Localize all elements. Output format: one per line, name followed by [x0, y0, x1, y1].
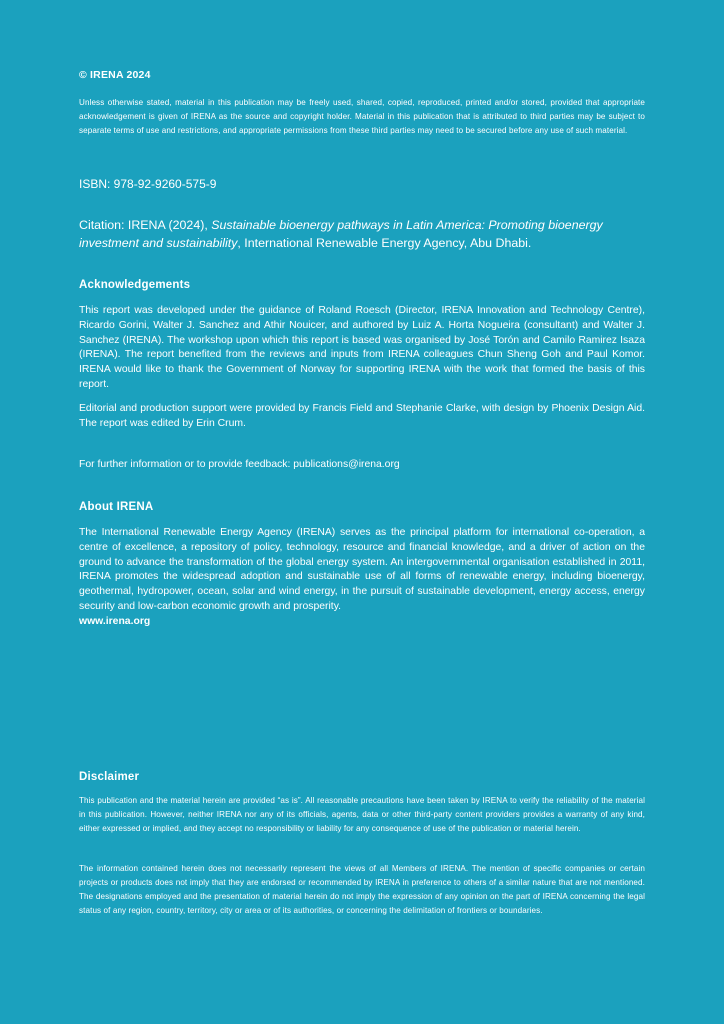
- acknowledgements-paragraph-2: Editorial and production support were provided by Francis Field and Stephanie Clarke, with design by Phoenix Design Aid. The report was edited by Erin Crum.: [79, 403, 645, 429]
- isbn: ISBN: 978-92-9260-575-9: [79, 177, 217, 191]
- disclaimer-paragraph-2: The information contained herein does not necessarily represent the views of all Members of IRENA. The mention of specific companies or certain projects or products does not imply that they are endorsed or recommended by IRENA in preference to others of a similar nature that are not mentioned. The designations employed and the presentation of material herein do not imply the expression of any opinion on the part of IRENA concerning the legal status of any region, country, territory, city or area or of its authorities, or concerning the delimitation of frontiers or boundaries.: [79, 864, 645, 915]
- irena-website-link[interactable]: www.irena.org: [79, 615, 151, 627]
- about-heading: About IRENA: [79, 501, 154, 513]
- citation-prefix: Citation: IRENA (2024),: [79, 218, 212, 232]
- citation-title: Sustainable bioenergy pathways in Latin America: Promoting bioenergy investment and sustainability: [79, 218, 603, 250]
- feedback-line: For further information or to provide feedback: publications@irena.org: [79, 459, 400, 470]
- citation: [79, 216, 645, 252]
- about-text: The International Renewable Energy Agency (IRENA) serves as the principal platform for international co-operation, a centre of excellence, a repository of policy, technology, resource and financial knowledge, and a driver of action on the ground to advance the transformation of the global energy system. An intergovernmental organisation established in 2011, IRENA promotes the widespread adoption and sustainable use of all forms of renewable energy, including bioenergy, geothermal, hydropower, ocean, solar and wind energy, in the pursuit of sustainable development, energy access, energy security and low-carbon economic growth and prosperity.: [79, 527, 645, 612]
- copyright-notice: © IRENA 2024: [79, 69, 151, 81]
- rights-statement: Unless otherwise stated, material in this publication may be freely used, shared, copied, reproduced, printed and/or stored, provided that appropriate acknowledgement is given of IRENA as the source and copyright holder. Material in this publication that is attributed to third parties may be subject to separate terms of use and restrictions, and appropriate permissions from these third parties may need to be secured before any use of such material.: [79, 98, 645, 135]
- document-page: [79, 0, 645, 1024]
- disclaimer-heading: Disclaimer: [79, 771, 140, 783]
- about-paragraph: [79, 526, 645, 630]
- disclaimer-paragraph-1: This publication and the material herein are provided “as is”. All reasonable precautions have been taken by IRENA to verify the reliability of the material in this publication. However, neither IRENA nor any of its officials, agents, data or other third-party content providers provides a warranty of any kind, either expressed or implied, and they accept no responsibility or liability for any consequence of use of the publication or material herein.: [79, 796, 645, 833]
- acknowledgements-paragraph-1: This report was developed under the guidance of Roland Roesch (Director, IRENA Innovation and Technology Centre), Ricardo Gorini, Walter J. Sanchez and Athir Nouicer, and authored by Luiz A. Horta Nogueira (consultant) and Walter J. Sanchez (IRENA). The workshop upon which this report is based was organised by José Torón and Camilo Ramirez Isaza (IRENA). The report benefited from the reviews and inputs from IRENA colleagues Chun Sheng Goh and Paul Komor. IRENA would like to thank the Government of Norway for supporting IRENA with the work that formed the basis of this report.: [79, 305, 645, 390]
- acknowledgements-heading: Acknowledgements: [79, 279, 191, 291]
- citation-suffix: , International Renewable Energy Agency, Abu Dhabi.: [237, 236, 532, 250]
